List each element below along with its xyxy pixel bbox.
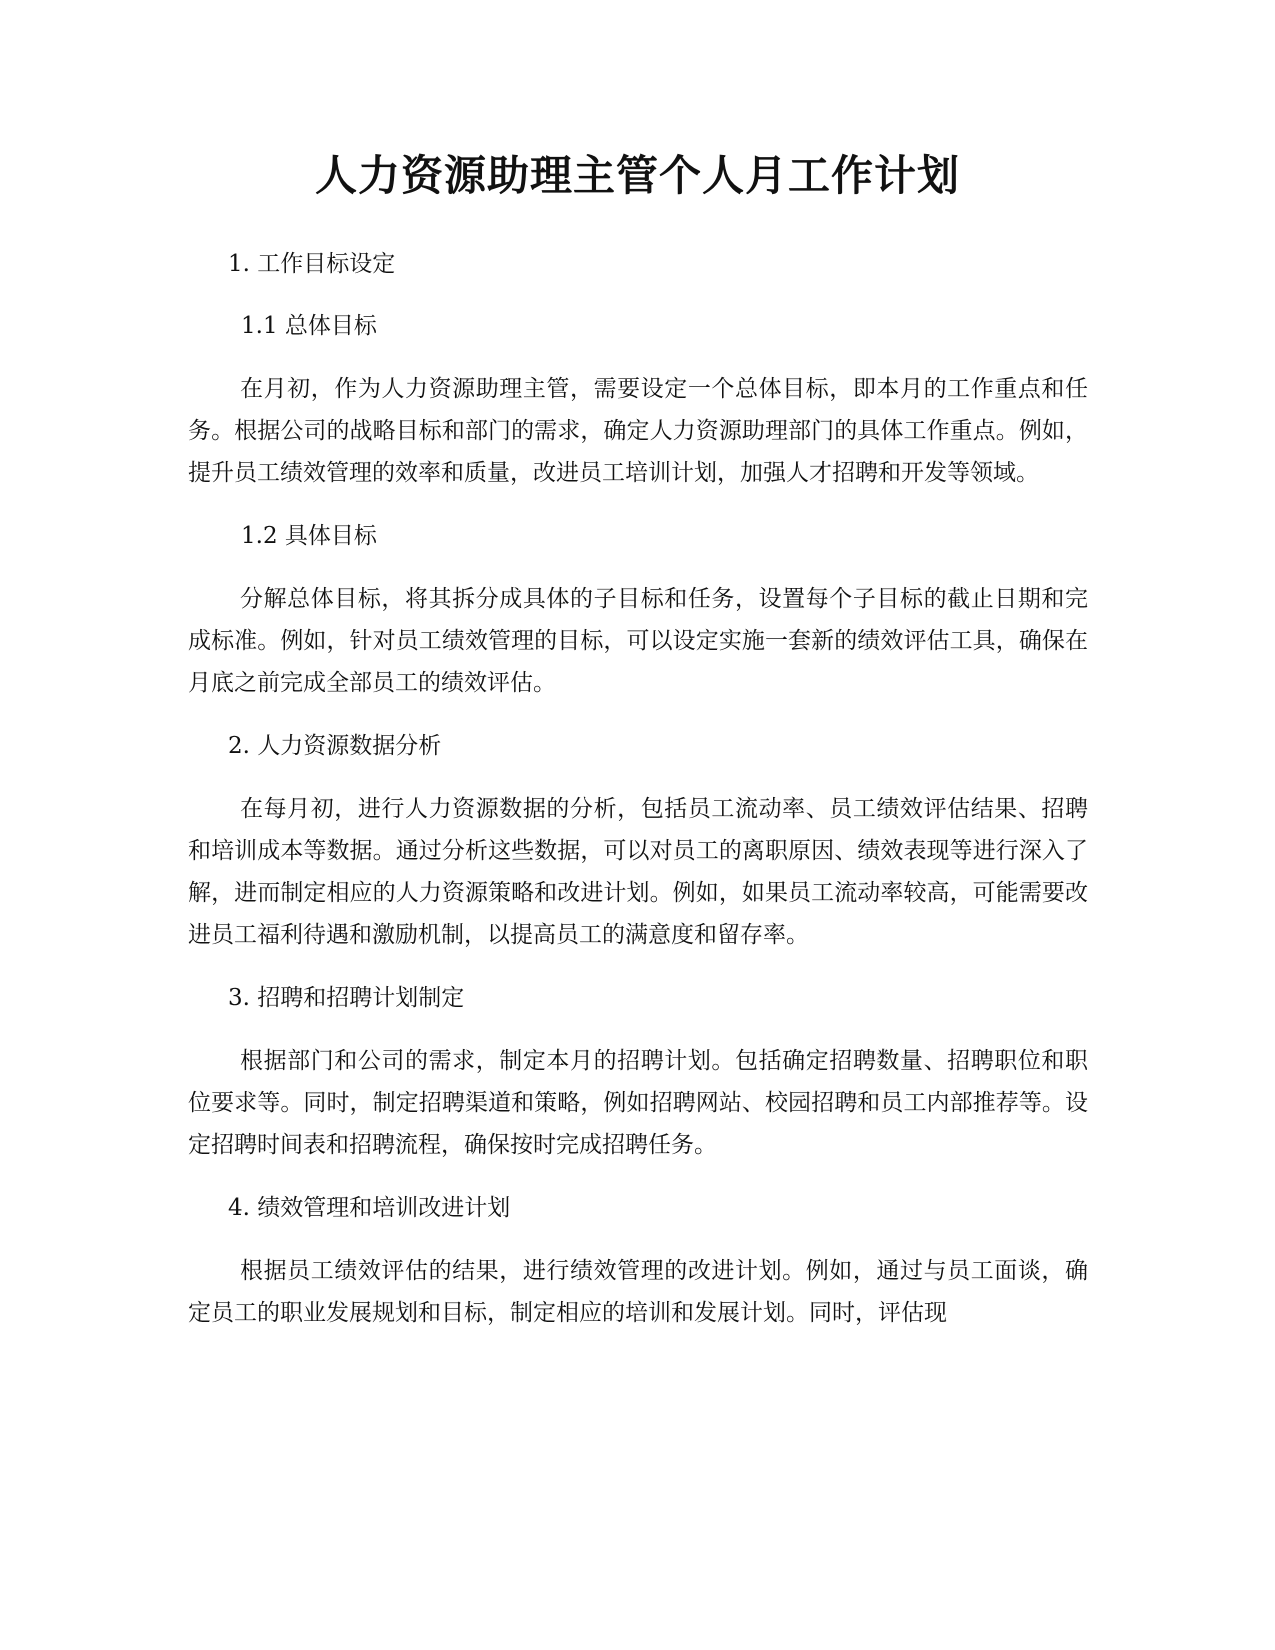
subsection-heading-1-1: 1.1 总体目标: [241, 313, 377, 339]
document-title: 人力资源助理主管个人月工作计划: [314, 151, 960, 200]
document-body: [188, 244, 1088, 1356]
paragraph-recruitment-plan: 根据部门和公司的需求，制定本月的招聘计划。包括确定招聘数量、招聘职位和职位要求等。同时，制定招聘渠道和策略，例如招聘网站、校园招聘和员工内部推荐等。设定招聘时间表和招聘流程，确保按时完成招聘任务。: [188, 1048, 1088, 1158]
section-heading-3: 3. 招聘和招聘计划制定: [228, 985, 465, 1011]
paragraph-performance-training: 根据员工绩效评估的结果，进行绩效管理的改进计划。例如，通过与员工面谈，确定员工的职业发展规划和目标，制定相应的培训和发展计划。同时，评估现: [188, 1258, 1088, 1326]
section-heading-1: 1. 工作目标设定: [228, 251, 396, 277]
paragraph-hr-data-analysis: 在每月初，进行人力资源数据的分析，包括员工流动率、员工绩效评估结果、招聘和培训成本等数据。通过分析这些数据，可以对员工的离职原因、绩效表现等进行深入了解，进而制定相应的人力资源策略和改进计划。例如，如果员工流动率较高，可能需要改进员工福利待遇和激励机制，以提高员工的满意度和留存率。: [188, 796, 1088, 948]
section-heading-4: 4. 绩效管理和培训改进计划: [228, 1195, 511, 1221]
paragraph-specific-goal: 分解总体目标，将其拆分成具体的子目标和任务，设置每个子目标的截止日期和完成标准。例如，针对员工绩效管理的目标，可以设定实施一套新的绩效评估工具，确保在月底之前完成全部员工的绩效评估。: [188, 586, 1088, 696]
subsection-heading-1-2: 1.2 具体目标: [241, 523, 377, 549]
section-heading-2: 2. 人力资源数据分析: [228, 733, 442, 759]
paragraph-overall-goal: 在月初，作为人力资源助理主管，需要设定一个总体目标，即本月的工作重点和任务。根据公司的战略目标和部门的需求，确定人力资源助理部门的具体工作重点。例如，提升员工绩效管理的效率和质量，改进员工培训计划，加强人才招聘和开发等领域。: [188, 376, 1088, 486]
